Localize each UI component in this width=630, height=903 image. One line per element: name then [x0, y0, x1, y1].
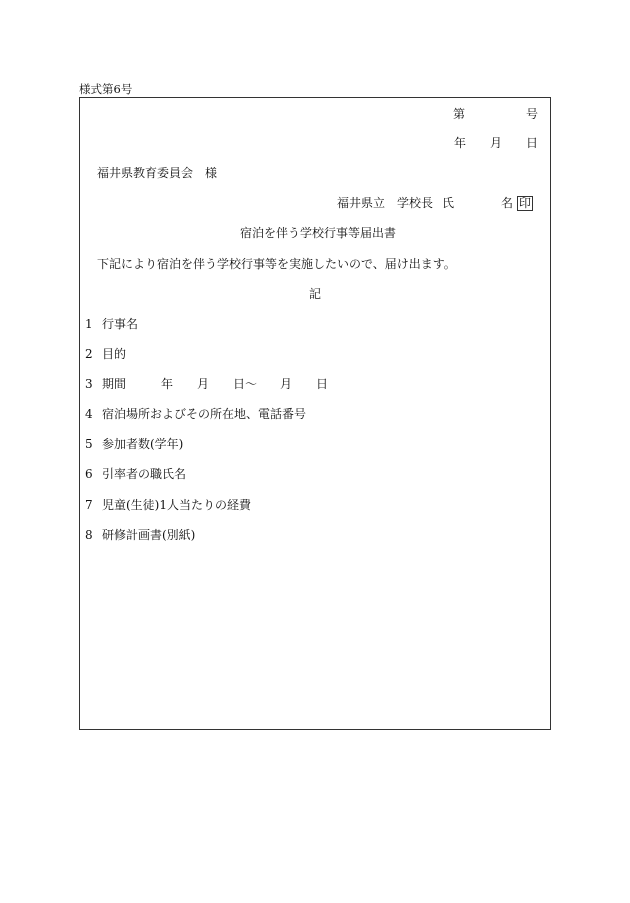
item-7-label: 児童(生徒)1人当たりの経費: [102, 498, 251, 512]
period-month-to-label: 月: [280, 377, 293, 391]
item-4-number: 4: [85, 407, 93, 421]
seal-mark: 印: [519, 196, 532, 210]
period-day-from-label: 日〜: [233, 377, 258, 391]
ki-mark: 記: [309, 287, 322, 301]
item-3-number: 3: [85, 377, 93, 391]
body-text: 下記により宿泊を伴う学校行事等を実施したいので、届け出ます。: [97, 257, 456, 271]
item-6-number: 6: [85, 467, 93, 481]
item-7-number: 7: [85, 498, 93, 512]
item-2-label: 目的: [102, 347, 127, 361]
period-day-to-label: 日: [316, 377, 329, 391]
sender-name-label-1: 氏: [442, 196, 455, 210]
date-year-label: 年: [454, 136, 467, 150]
period-month-label: 月: [197, 377, 210, 391]
document-title: 宿泊を伴う学校行事等届出書: [240, 226, 397, 240]
item-8-number: 8: [85, 528, 93, 542]
date-day-label: 日: [526, 136, 539, 150]
form-number: 様式第6号: [79, 82, 133, 96]
item-1-number: 1: [85, 317, 93, 331]
sender-school: 福井県立 学校長: [337, 196, 434, 210]
doc-number-prefix: 第: [453, 107, 466, 121]
item-5-number: 5: [85, 437, 93, 451]
doc-number-suffix: 号: [526, 107, 539, 121]
item-1-label: 行事名: [102, 317, 139, 331]
sender-name-label-2: 名 印: [501, 196, 532, 210]
form-frame: [79, 97, 551, 730]
item-3-label: 期間: [102, 377, 127, 391]
period-year-label: 年: [161, 377, 174, 391]
item-6-label: 引率者の職氏名: [102, 467, 187, 481]
item-8-label: 研修計画書(別紙): [102, 528, 196, 542]
date-month-label: 月: [490, 136, 503, 150]
item-4-label: 宿泊場所およびその所在地、電話番号: [102, 407, 307, 421]
item-2-number: 2: [85, 347, 93, 361]
item-5-label: 参加者数(学年): [102, 437, 184, 451]
addressee: 福井県教育委員会 様: [97, 166, 218, 180]
